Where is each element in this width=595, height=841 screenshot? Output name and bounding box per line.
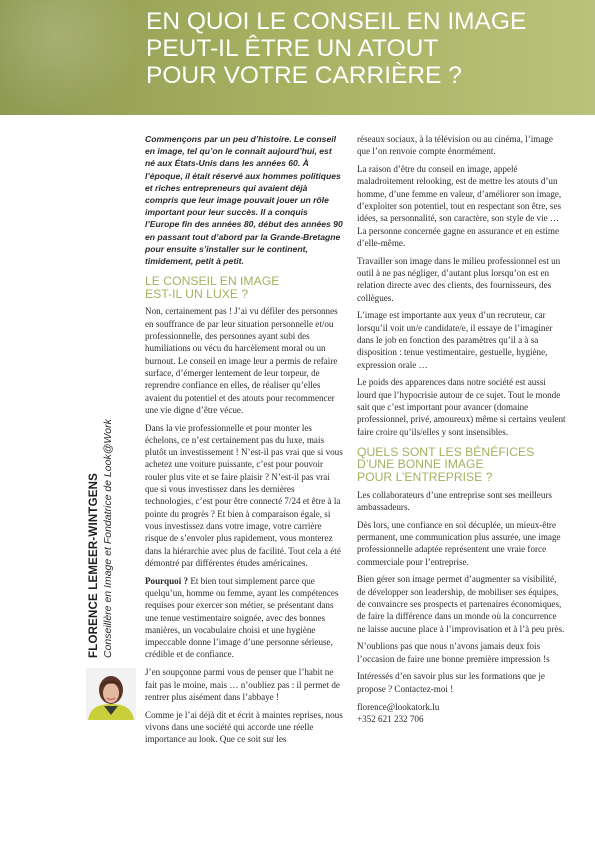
paragraph: Les collaborateurs d’une entreprise sont ses meilleurs ambassadeurs. — [357, 489, 552, 512]
left-column — [145, 133, 343, 751]
paragraph: Intéressés d’en savoir plus sur les formations que je propose ? Contactez-moi ! — [357, 671, 545, 694]
paragraph: Bien gérer son image permet d’augmenter sa visibilité, de développer son leadership, de mobiliser ses équipes, de convaincre ses prospects et partenaires économiques, de faire la différence dans un monde où la concurrence ne laisse aucune place à l’improvisation et à l’à peu près. — [357, 574, 565, 634]
author-name: FLORENCE LEMEER-WINTGENS — [88, 473, 100, 658]
paragraph-lead: Pourquoi ? — [145, 575, 189, 586]
paragraph: Dans la vie professionnelle et pour monter les échelons, ce n’est certainement pas du luxe, mais plutôt un investissement ! N’est-il pas vrai que si vous achetez une voiture puissante, c’est pour pouvoir rouler plus vite et se faire plaisir ? N’est-il pas vrai que si vous investissez dans les dernières technologies, c’est pour être connecté 7/24 et être à la pointe du progrès ? Et bien à comparaison égale, si vous investissez dans votre image, votre carrière risque de s’envoler plus rapidement, vous monterez dans la hiérarchie avec plus de facilité. Tout cela a été démontré par différentes études américaines. — [145, 422, 343, 568]
paragraph: Le poids des apparences dans notre société est aussi lourd que l’hypocrisie autour de ce sujet. Tout le monde sait que c’est important pour avancer (domaine professionnel, privé, amoureux) même si certains veulent faire croire qu’ils/elles y sont insensibles. — [357, 377, 566, 437]
intro-paragraph: Commençons par un peu d’histoire. Le conseil en image, tel qu’on le connaît aujourd’hui, est né aux États-Unis dans les années 60. À l’époque, il était réservé aux hommes politiques et riches entrepreneurs qui avaient déjà compris que leur image pouvait jouer un rôle important pour leur succès. Il a conquis l’Europe fin des années 80, début des années 90 en passant tout d’abord par la Grande-Bretagne pour ensuite s’installer sur le continent, timidement, petit à petit. — [145, 134, 343, 267]
title-line: EN QUOI LE CONSEIL EN IMAGE — [146, 8, 527, 35]
author-role: Conseillère en Image et Fondatrice de Look@Work — [102, 419, 114, 658]
page-title — [146, 8, 526, 89]
paragraph: Non, certainement pas ! J’ai vu défiler des personnes en souffrance de par leur situation personnelle et/ou professionnelle, des personnes ayant subi des humiliations ou vécu du harcèlement moral ou un burnout. Le conseil en image leur a permis de refaire surface, d’émerger lentement de leur torpeur, de reprendre confiance en elles, de réaliser qu’elles avaient du potentiel et des atouts pour recommencer une vie digne d’être vécue. — [145, 306, 338, 415]
paragraph: réseaux sociaux, à la télévision ou au cinéma, l’image que l’on renvoie compte énormément. — [357, 134, 553, 157]
paragraph: N’oublions pas que nous n’avons jamais deux fois l’occasion de faire une bonne première impression !s — [357, 641, 550, 664]
header-banner — [0, 0, 595, 115]
author-credit — [88, 338, 114, 658]
contact-email[interactable]: florence@lookatork.lu — [357, 701, 440, 712]
paragraph-pourquoi: Pourquoi ? Et bien tout simplement parce que quelqu’un, homme ou femme, ayant les compétences requises pour exercer son métier, se présentant dans une tenue vestimentaire soignée, avec des bonnes manières, un vocabulaire choisi et une hygiène impeccable donne l’image d’une personne sérieuse, crédible et de confiance. — [145, 575, 339, 660]
paragraph: L’image est importante aux yeux d’un recruteur, car lorsqu’il voit un/e candidate/e, il essaye de l’imaginer dans le job en fonction des paramètres qu’il a à sa disposition : tenue vestimentaire, gestuelle, hygiène, expression orale … — [357, 310, 553, 370]
contact-block — [357, 701, 567, 726]
title-line: POUR VOTRE CARRIÈRE ? — [146, 62, 462, 89]
author-portrait — [86, 668, 136, 720]
banner-decoration — [0, 0, 140, 115]
paragraph: La raison d’être du conseil en image, appelé maladroitement relooking, est de mettre les atouts d’un homme, d’une femme en valeur, d’améliorer son image, d’exploiter son potentiel, tout en respectant son être, ses idées, sa personnalité, son caractère, son style de vie … La personne concernée gagne en assurance et en estime d’elle-même. — [357, 164, 562, 248]
paragraph: Travailler son image dans le milieu professionnel est un outil à ne pas négliger, d’autant plus lorsqu’on est en relation directe avec des clients, des fournisseurs, des collègues. — [357, 255, 561, 303]
section-title-luxury: LE CONSEIL EN IMAGE EST-IL UN LUXE ? — [145, 274, 280, 301]
paragraph: Comme je l’ai déjà dit et écrit à maintes reprises, nous vivons dans une société qui accorde une réelle importance au look. Que ce soit sur les — [145, 709, 343, 745]
paragraph: Dès lors, une confiance en soi décuplée, un mieux-être permanent, une communication plus assurée, une image professionnelle adaptée représentent une vraie force commerciale pour l’entreprise. — [357, 519, 561, 567]
section-title-benefits: QUELS SONT LES BÉNÉFICES D’UNE BONNE IMAGE POUR L’ENTREPRISE ? — [357, 444, 535, 485]
paragraph: J’en soupçonne parmi vous de penser que l’habit ne fait pas le moine, mais … n’oubliez pas : il permet de rentrer plus aisément dans l’abbaye ! — [145, 667, 340, 702]
right-column — [357, 133, 567, 725]
contact-phone[interactable]: +352 621 232 706 — [357, 713, 424, 724]
title-line: PEUT-IL ÊTRE UN ATOUT — [146, 35, 439, 62]
